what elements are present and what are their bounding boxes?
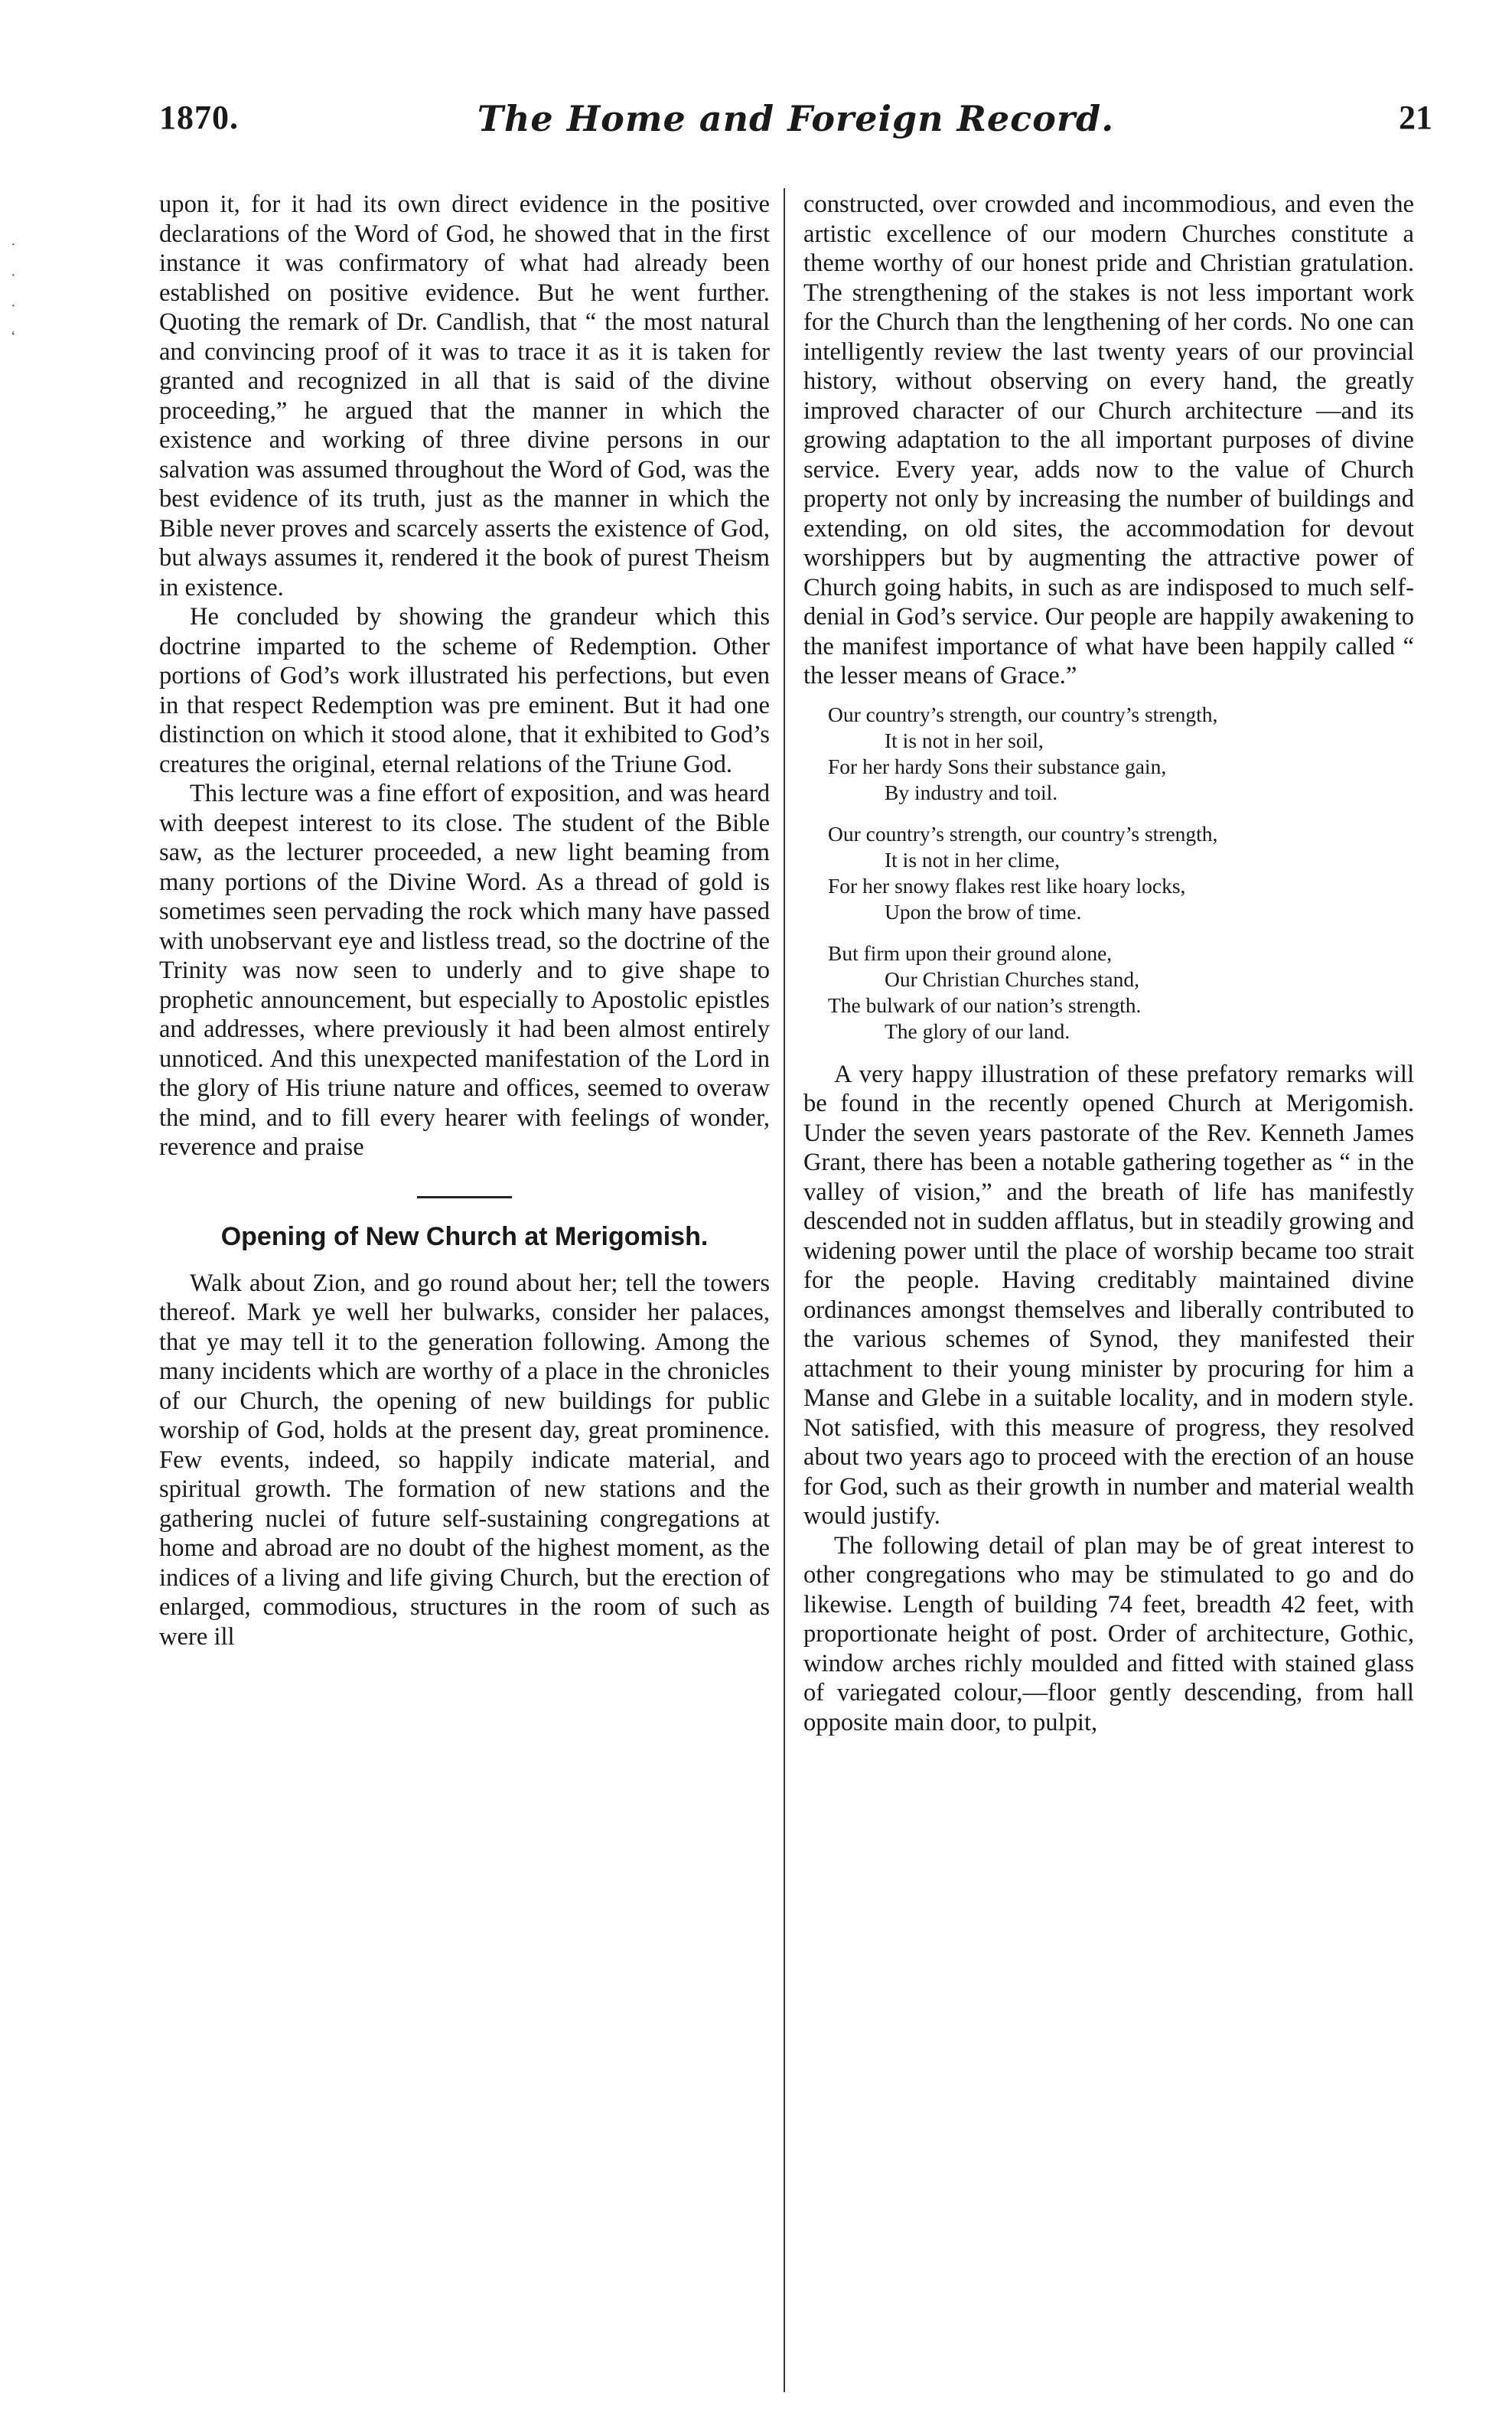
paragraph: Walk about Zion, and go round about her; tell the towers thereof. Mark ye well her bulwarks, consider her palaces, that ye may tell it to the generation following. Among the many incidents which are worthy of a place in the chronicles of our Church, the opening of new buildings for public worship of God, holds at the present day, great prominence. Few events, indeed, so happily indicate material, and spiritual growth. The formation of new stations and the gathering nuclei of future self-sustaining congregations at home and abroad are no doubt of the highest moment, as the indices of a living and life giving Church, but the erection of enlarged, commodious, structures in the room of such as were ill [159, 1269, 770, 1651]
journal-title: The Home and Foreign Record. [477, 98, 1115, 139]
paragraph: A very happy illustration of these prefatory remarks will be found in the recently opened Church at Merigomish. Under the seven years pastorate of the Rev. Kenneth James Grant, there has been a notable gathering together as “ in the valley of vision,” and the breath of life has manifestly descended not in sudden afflatus, but in steadily growing and widening power until the place of worship became too strait for the people. Having creditably maintained divine ordinances amongst themselves and liberally contributed to the various schemes of Synod, they manifested their attachment to their young minister by procuring for him a Manse and Glebe in a suitable locality, and in modern style. Not satisfied, with this measure of progress, they resolved about two years ago to proceed with the erection of an house for God, such as their growth in number and material wealth would justify. [803, 1060, 1414, 1530]
paragraph: upon it, for it had its own direct evidence in the positive declarations of the Word of God, he showed that in the first instance it was confirmatory of what had already been established on positive evidence. But he went further. Quoting the remark of Dr. Candlish, that “ the most natural and convincing proof of it was to trace it as it is taken for granted and recognized in all that is said of the divine proceeding,” he argued that the manner in which the existence and working of three divine persons in our salvation was assumed throughout the Word of God, was the best evidence of its truth, just as the manner in which the Bible never proves and scarcely asserts the existence of God, but always assumes it, rendered it the book of purest Theism in existence. [159, 191, 770, 601]
article-heading: Opening of New Church at Merigomish. [220, 1221, 709, 1251]
poem-stanza [828, 940, 1414, 1045]
poem-line: Our country’s strength, our country’s strength, [828, 702, 1218, 726]
poem-line: For her snowy flakes rest like hoary locks, [828, 873, 1186, 898]
right-column [803, 190, 1414, 1737]
poem-line: By industry and toil. [885, 780, 1058, 804]
poem-line: Upon the brow of time. [885, 899, 1082, 924]
paragraph: constructed, over crowded and incommodious, and even the artistic excellence of our modern Churches constitute a theme worthy of our honest pride and Christian gratulation. The strengthening of the stakes is not less important work for the Church than the lengthening of her cords. No one can intelligently review the last twenty years of our provincial history, without observing on every hand, the greatly improved character of our Church architecture —and its growing adaptation to the all important purposes of divine service. Every year, adds now to the value of Church property not only by increasing the number of buildings and extending, on old sites, the accommodation for devout worshippers but by augmenting the attractive power of Church going habits, in such as are indisposed to much self-denial in God’s service. Our people are happily awakening to the manifest importance of what have been happily called “ the lesser means of Grace.” [803, 191, 1414, 689]
page-number: 21 [1399, 99, 1432, 136]
poem-line: For her hardy Sons their substance gain, [828, 754, 1167, 778]
poem-line: The glory of our land. [885, 1019, 1070, 1043]
poem-line: The bulwark of our nation’s strength. [828, 993, 1142, 1017]
poem-stanza [828, 821, 1414, 925]
poem-line: But firm upon their ground alone, [828, 940, 1113, 965]
paragraph: This lecture was a fine effort of exposition, and was heard with deepest interest to its close. The student of the Bible saw, as the lecturer proceeded, a new light beaming from many portions of the Divine Word. As a thread of gold is sometimes seen pervading the rock which many have passed with unobservant eye and listless tread, so the doctrine of the Trinity was now seen to underly and to give shape to prophetic announcement, but especially to Apostolic epistles and addresses, where previously it had been almost entirely unnoticed. And this unexpected manifestation of the Lord in the glory of His triune nature and offices, seemed to overaw the mind, and to fill every hearer with feelings of wonder, reverence and praise [159, 780, 770, 1161]
poem [828, 702, 1414, 1045]
header-year: 1870. [159, 99, 239, 136]
poem-line: Our Christian Churches stand, [885, 967, 1140, 991]
poem-line: It is not in her soil, [885, 728, 1044, 752]
poem-line: It is not in her clime, [885, 847, 1061, 872]
left-column [159, 190, 770, 1651]
poem-line: Our country’s strength, our country’s strength, [828, 821, 1218, 846]
section-divider [417, 1196, 512, 1198]
margin-marks: · · · ‘ [11, 236, 16, 345]
column-rule [784, 188, 785, 2392]
poem-stanza [828, 702, 1414, 806]
paragraph: The following detail of plan may be of great interest to other congregations who may be stimulated to go and do likewise. Length of building 74 feet, breadth 42 feet, with proportionate height of post. Order of architecture, Gothic, window arches richly moulded and fitted with stained glass of variegated colour,—floor gently descending, from hall opposite main door, to pulpit, [803, 1531, 1414, 1736]
paragraph: He concluded by showing the grandeur which this doctrine imparted to the scheme of Redemption. Other portions of God’s work illustrated his perfections, but even in that respect Redemption was pre eminent. But it had one distinction on which it stood alone, that it exhibited to God’s creatures the original, eternal relations of the Triune God. [159, 603, 770, 778]
running-header [159, 98, 1432, 152]
